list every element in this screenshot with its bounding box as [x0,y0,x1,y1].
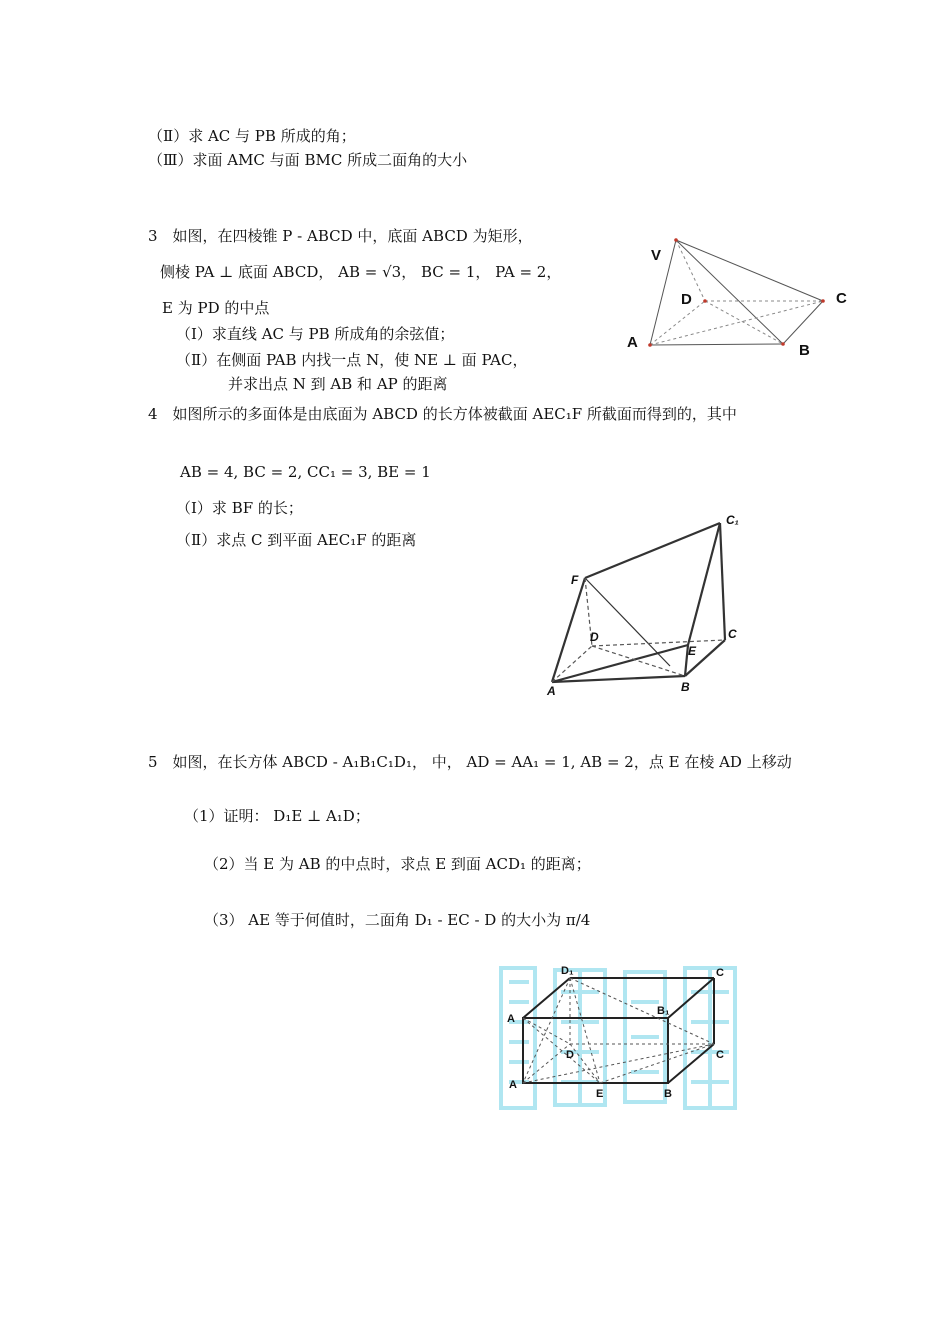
label-a: A [627,334,638,351]
problem-3-part-2b: 并求出点 N 到 AB 和 AP 的距离 [228,375,448,393]
label-e: E [688,644,697,658]
label-a1: A [507,1013,515,1025]
label-d1: D₁ [561,965,574,977]
label-c: C [716,1049,724,1061]
label-c: C [728,627,737,641]
label-e: E [596,1088,604,1100]
q-part-2: （Ⅱ）求 AC 与 PB 所成的角； [148,127,356,145]
problem-5-part-1: （1）证明： D₁E ⊥ A₁D； [184,807,370,825]
problem-3-line-1: 3 如图，在四棱锥 P - ABCD 中，底面 ABCD 为矩形， [148,227,533,245]
polyhedron-figure [540,508,750,703]
problem-4-givens: AB = 4, BC = 2, CC₁ = 3, BE = 1 [180,463,431,481]
label-v: V [651,247,662,264]
label-b: B [799,342,810,359]
problem-3-line-3: E 为 PD 的中点 [162,299,270,317]
label-f: F [571,573,579,587]
q-part-3: （Ⅲ）求面 AMC 与面 BMC 所成二面角的大小 [148,151,468,169]
label-b: B [664,1088,672,1100]
cuboid-figure [495,962,750,1117]
label-d: D [566,1049,574,1061]
label-d: D [590,630,599,644]
problem-5-line-1: 5 如图，在长方体 ABCD - A₁B₁C₁D₁， 中， AD = AA₁ = 1, AB = 2，点 E 在棱 AD 上移动 [148,753,792,771]
problem-3-part-2: （Ⅱ）在侧面 PAB 内找一点 N，使 NE ⊥ 面 PAC， [176,351,528,369]
label-c1: C [716,967,724,979]
problem-4-part-2: （Ⅱ）求点 C 到平面 AEC₁F 的距离 [176,531,417,549]
label-d: D [681,291,692,308]
label-b1: B₁ [657,1005,670,1017]
label-c1: C₁ [726,513,739,527]
label-b: B [681,680,690,694]
label-c: C [836,290,847,307]
label-a: A [509,1079,517,1091]
problem-5-part-3: （3） AE 等于何值时，二面角 D₁ - EC - D 的大小为 π/4 [204,911,591,929]
pyramid-figure [615,228,860,363]
problem-4-part-1: （Ⅰ）求 BF 的长； [176,499,303,517]
problem-5-part-2: （2）当 E 为 AB 的中点时，求点 E 到面 ACD₁ 的距离； [204,855,591,873]
problem-3-line-2: 侧棱 PA ⊥ 底面 ABCD， AB = √3， BC = 1， PA = 2， [160,263,562,281]
label-a: A [547,684,556,698]
problem-3-part-1: （Ⅰ）求直线 AC 与 PB 所成角的余弦值； [176,325,455,343]
problem-4-line-1: 4 如图所示的多面体是由底面为 ABCD 的长方体被截面 AEC₁F 所截面而得到的，其中 [148,405,737,423]
